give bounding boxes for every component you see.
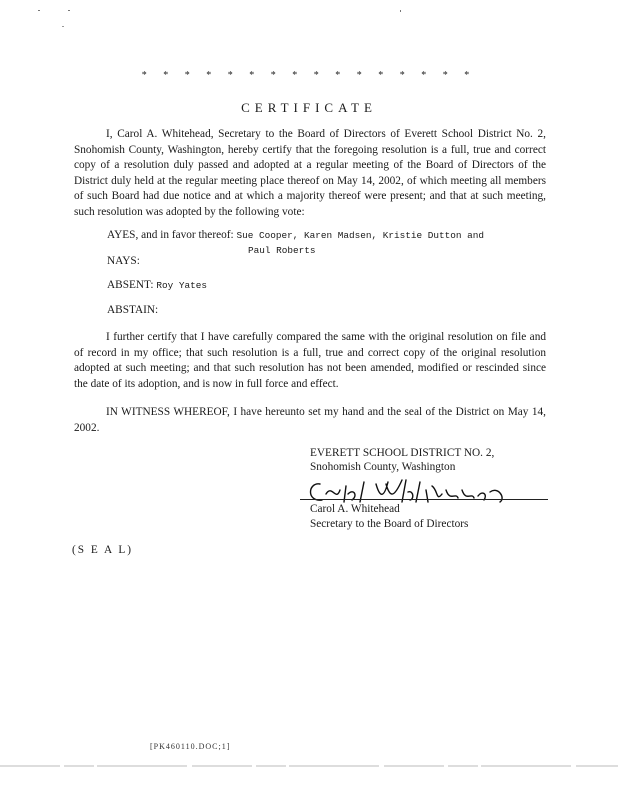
- scan-artifacts-bottom: [0, 760, 618, 772]
- absent-label: ABSENT:: [107, 279, 154, 291]
- signer-name: Carol A. Whitehead: [310, 503, 400, 515]
- ayes-line: [107, 229, 484, 241]
- signer-title: Secretary to the Board of Directors: [310, 518, 469, 530]
- further-certify-paragraph: I further certify that I have carefully compared the same with the original resolution on file and of record in my office; that such resolution is a full, true and correct copy of the original resolution adopted at such meeting; and that such resolution has not been amended, modified or rescinded since the date of its adoption, and is now in full force and effect.: [74, 331, 546, 390]
- document-reference: [PK460110.DOC;1]: [150, 742, 231, 751]
- scan-artifacts-top: [0, 0, 618, 30]
- nays-label: NAYS:: [107, 255, 140, 267]
- district-name: EVERETT SCHOOL DISTRICT NO. 2,: [310, 447, 495, 459]
- absent-value: Roy Yates: [156, 280, 207, 291]
- ayes-value: Sue Cooper, Karen Madsen, Kristie Dutton and: [236, 230, 485, 241]
- witness-paragraph: IN WITNESS WHEREOF, I have hereunto set my hand and the seal of the District on May 14, 2002.: [74, 406, 546, 434]
- absent-line: [107, 279, 207, 291]
- certification-paragraph: I, Carol A. Whitehead, Secretary to the Board of Directors of Everett School District No. 2, Snohomish County, Washington, hereby certify that the foregoing resolution is a full, true and correct copy of a resolution duly passed and adopted at a regular meeting of the Board of Directors of the District duly held at the regular meeting place thereof on May 14, 2002, of which meeting all members of such Board had due notice and at which a majority thereof were present; and that at such meeting, such resolution was adopted by the following vote:: [74, 128, 546, 218]
- signature-line: [300, 499, 548, 500]
- certificate-title: CERTIFICATE: [241, 100, 377, 115]
- district-location: Snohomish County, Washington: [310, 461, 456, 473]
- abstain-label: ABSTAIN:: [107, 304, 159, 316]
- ayes-label: AYES, and in favor thereof:: [107, 229, 234, 241]
- handwritten-signature: [302, 472, 522, 506]
- ayes-value-continued: Paul Roberts: [248, 245, 316, 256]
- seal-placeholder: (S E A L): [72, 544, 133, 556]
- decorative-asterisk-row: * * * * * * * * * * * * * * * *: [141, 70, 477, 81]
